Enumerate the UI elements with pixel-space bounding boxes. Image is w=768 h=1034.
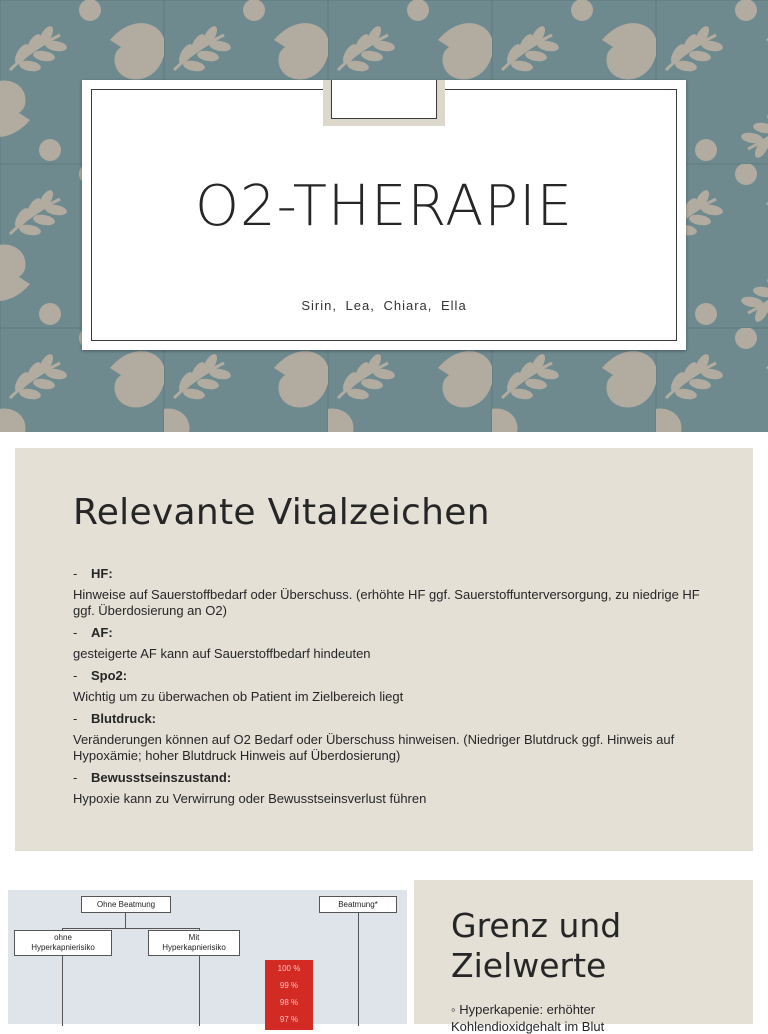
connector-line bbox=[62, 928, 200, 929]
vital-item-blutdruck bbox=[73, 711, 713, 764]
saturation-value: 100 % bbox=[277, 964, 301, 973]
connector-line bbox=[358, 913, 359, 1026]
vital-label: Spo2: bbox=[91, 668, 128, 683]
diagram-slide bbox=[8, 890, 407, 1024]
bullet-icon: ◦ bbox=[451, 1002, 456, 1017]
box-ohne-hyperkapnierisiko bbox=[14, 930, 112, 956]
box-ohne-beatmung: Ohne Beatmung bbox=[81, 896, 171, 913]
bullet-text: Hyperkapenie: erhöhter bbox=[459, 1002, 596, 1017]
vital-item-spo2 bbox=[73, 668, 713, 705]
limits-slide bbox=[414, 880, 753, 1034]
vital-label: Bewusstseinszustand: bbox=[91, 770, 232, 785]
vital-label: Blutdruck: bbox=[91, 711, 156, 726]
vitals-heading: Relevante Vitalzeichen bbox=[73, 492, 490, 533]
vital-description: Wichtig um zu überwachen ob Patient im Zielbereich liegt bbox=[73, 689, 404, 704]
limits-heading: Grenz und Zielwerte bbox=[451, 906, 622, 985]
vital-item-bewusstsein bbox=[73, 770, 713, 807]
title-card-tab bbox=[323, 80, 445, 126]
connector-line bbox=[125, 913, 126, 928]
box-line: Hyperkapnierisiko bbox=[162, 943, 226, 952]
vital-item-af bbox=[73, 625, 713, 662]
vitals-slide bbox=[15, 448, 753, 851]
vital-description: Veränderungen können auf O2 Bedarf oder Überschuss hinweisen. (Niedriger Blutdruck ggf. Hinweis auf Hypoxämie; hoher Blutdruck Hinweis auf Überdosierung) bbox=[73, 732, 675, 763]
vital-item-hf bbox=[73, 566, 713, 619]
limits-bullet-continuation: Kohlendioxidgehalt im Blut bbox=[451, 1019, 605, 1034]
title-slide bbox=[0, 0, 768, 432]
limits-bullet bbox=[451, 1002, 595, 1017]
list-dash: - bbox=[73, 566, 78, 581]
connector-line bbox=[199, 956, 200, 1026]
vitals-list bbox=[73, 566, 713, 813]
list-dash: - bbox=[73, 668, 78, 683]
title-card-tab-inner bbox=[331, 80, 437, 119]
vital-label: HF: bbox=[91, 566, 113, 581]
vital-description: gesteigerte AF kann auf Sauerstoffbedarf hindeuten bbox=[73, 646, 371, 661]
presentation-title: O2-THERAPIE bbox=[194, 174, 574, 239]
list-dash: - bbox=[73, 711, 78, 726]
box-line: ohne bbox=[54, 933, 72, 942]
saturation-value: 98 % bbox=[279, 998, 299, 1007]
vital-description: Hinweise auf Sauerstoffbedarf oder Überschuss. (erhöhte HF ggf. Sauerstoffunterversorgung, zu niedrige HF ggf. Überdosierung an O2) bbox=[73, 587, 700, 618]
box-line: Hyperkapnierisiko bbox=[31, 943, 95, 952]
saturation-value: 97 % bbox=[279, 1015, 299, 1024]
list-dash: - bbox=[73, 770, 78, 785]
box-mit-hyperkapnierisiko bbox=[148, 930, 240, 956]
list-dash: - bbox=[73, 625, 78, 640]
box-line: Mit bbox=[188, 933, 200, 942]
box-beatmung: Beatmung* bbox=[319, 896, 397, 913]
saturation-scale bbox=[265, 960, 313, 1030]
presentation-authors: Sirin, Lea, Chiara, Ella bbox=[301, 298, 467, 313]
vital-description: Hypoxie kann zu Verwirrung oder Bewusstseinsverlust führen bbox=[73, 791, 427, 806]
vital-label: AF: bbox=[91, 625, 113, 640]
connector-line bbox=[62, 956, 63, 1026]
saturation-value: 99 % bbox=[279, 981, 299, 990]
